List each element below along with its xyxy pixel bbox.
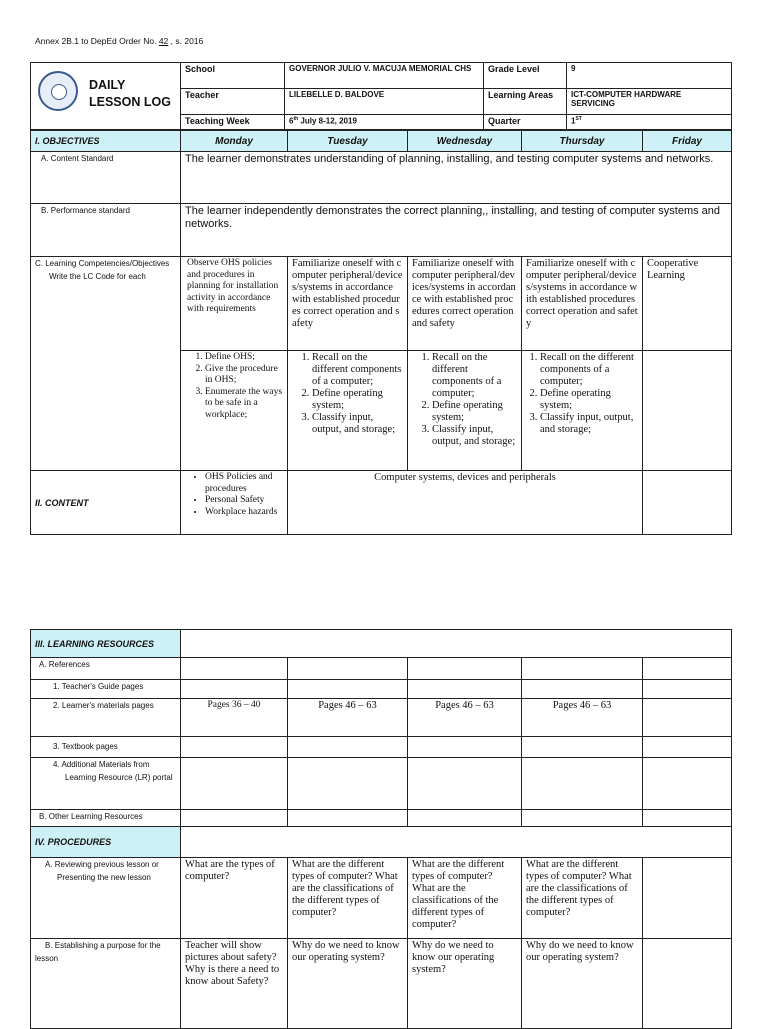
monday-content-list: [181, 471, 288, 535]
resources-header-blank: [181, 630, 732, 658]
objectives-table: [30, 130, 732, 535]
list-item: 2. Define operating system;: [432, 400, 517, 424]
thursday-objectives-list: [522, 351, 643, 471]
list-item: • Personal Safety: [205, 495, 283, 507]
list-item: 2. Define operating system;: [312, 388, 403, 412]
performance-standard-text: The learner independently demonstrates the correct planning,, installing, and testing of computer systems and networks.: [181, 204, 732, 257]
list-item: 1. Recall on the different components of a computer;: [312, 352, 403, 388]
day-thursday: Thursday: [522, 131, 643, 152]
friday-competency: Cooperative Learning: [643, 257, 732, 351]
tuesday-review: What are the different types of computer? What are the classifications of the different types of computer?: [288, 858, 408, 939]
tuesday-pages: Pages 46 – 63: [288, 699, 408, 737]
thursday-competency: Familiarize oneself with computer peripheral/devices/systems in accordance with established procedures correct operation and safety: [522, 257, 643, 351]
list-item: 1. Recall on the different components of a computer;: [540, 352, 638, 388]
content-standard-label: A. Content Standard: [31, 152, 181, 204]
procedures-header-blank: [181, 827, 732, 858]
thursday-pages: Pages 46 – 63: [522, 699, 643, 737]
wednesday-pages: Pages 46 – 63: [408, 699, 522, 737]
school-value: GOVERNOR JULIO V. MACUJA MEMORIAL CHS: [285, 63, 484, 89]
monday-objectives-list: [181, 351, 288, 471]
day-monday: Monday: [181, 131, 288, 152]
grade-label: Grade Level: [484, 63, 567, 89]
tuesday-objectives-list: [288, 351, 408, 471]
wednesday-purpose: Why do we need to know our operating system?: [408, 939, 522, 1029]
list-item: 3. Enumerate the ways to be safe in a workplace;: [205, 387, 283, 422]
wednesday-review: What are the different types of computer? What are the classifications of the different types of computer?: [408, 858, 522, 939]
list-item: 3. Classify input, output, and storage;: [432, 424, 517, 448]
tuesday-purpose: Why do we need to know our operating system?: [288, 939, 408, 1029]
day-wednesday: Wednesday: [408, 131, 522, 152]
list-item: 2. Give the procedure in OHS;: [205, 364, 283, 387]
friday-objectives-list: [643, 351, 732, 471]
friday-content: [643, 471, 732, 535]
procedures-section-title: IV. PROCEDURES: [31, 827, 181, 858]
header-table: [30, 62, 732, 130]
list-item: 3. Classify input, output, and storage;: [540, 412, 638, 436]
thursday-review: What are the different types of computer? What are the classifications of the different types of computer?: [522, 858, 643, 939]
thursday-purpose: Why do we need to know our operating system?: [522, 939, 643, 1029]
wednesday-competency: Familiarize oneself with computer peripheral/devices/systems in accordance with established procedures correct operation and safety: [408, 257, 522, 351]
reviewing-label: A. Reviewing previous lesson or Presenting the new lesson: [31, 858, 181, 939]
references-label: A. References: [31, 658, 181, 680]
header-logo-cell: [31, 63, 181, 130]
school-label: School: [181, 63, 285, 89]
deped-seal-icon: [38, 71, 78, 111]
content-section-title: II. CONTENT: [31, 471, 181, 535]
list-item: • OHS Policies and procedures: [205, 472, 283, 495]
quarter-label: Quarter: [484, 115, 567, 130]
teacher-value: LILEBELLE D. BALDOVE: [285, 89, 484, 115]
textbook-label: 3. Textbook pages: [31, 737, 181, 758]
purpose-label: B. Establishing a purpose for the lesson: [31, 939, 181, 1029]
learning-areas-label: Learning Areas: [484, 89, 567, 115]
wednesday-objectives-list: [408, 351, 522, 471]
learners-materials-label: 2. Learner's materials pages: [31, 699, 181, 737]
day-tuesday: Tuesday: [288, 131, 408, 152]
day-friday: Friday: [643, 131, 732, 152]
objectives-section-title: I. OBJECTIVES: [31, 131, 181, 152]
teacher-label: Teacher: [181, 89, 285, 115]
other-resources-label: B. Other Learning Resources: [31, 810, 181, 827]
performance-standard-label: B. Performance standard: [31, 204, 181, 257]
teachers-guide-label: 1. Teacher's Guide pages: [31, 680, 181, 699]
additional-materials-label: 4. Additional Materials from Learning Resource (LR) portal: [31, 758, 181, 810]
resources-section-title: III. LEARNING RESOURCES: [31, 630, 181, 658]
learning-areas-value: ICT-COMPUTER HARDWARE SERVICING: [567, 89, 732, 115]
competencies-label: C. Learning Competencies/Objectives Write the LC Code for each: [31, 257, 181, 471]
annex-reference: Annex 2B.1 to DepEd Order No. 42 , s. 2016: [35, 36, 204, 46]
monday-pages: Pages 36 – 40: [181, 699, 288, 737]
week-value: 6th July 8-12, 2019: [285, 115, 484, 130]
list-item: 3. Classify input, output, and storage;: [312, 412, 403, 436]
tuesday-competency: Familiarize oneself with computer peripheral/devices/systems in accordance with established procedures correct operation and safety: [288, 257, 408, 351]
page-title: DAILY LESSON LOG: [89, 78, 171, 109]
quarter-value: 1ST: [567, 115, 732, 130]
list-item: 2. Define operating system;: [540, 388, 638, 412]
monday-competency: Observe OHS policies and procedures in planning for installation activity in accordance with requirements: [181, 257, 288, 351]
content-text: Computer systems, devices and peripherals: [288, 471, 643, 535]
content-standard-text: The learner demonstrates understanding of planning, installing, and testing computer systems and networks.: [181, 152, 732, 204]
resources-table: [30, 629, 732, 1029]
list-item: • Workplace hazards: [205, 507, 283, 519]
list-item: 1. Recall on the different components of a computer;: [432, 352, 517, 400]
order-number: 42: [158, 36, 169, 46]
list-item: 1. Define OHS;: [205, 352, 283, 364]
grade-value: 9: [567, 63, 732, 89]
monday-purpose: Teacher will show pictures about safety? Why is there a need to know about Safety?: [181, 939, 288, 1029]
week-label: Teaching Week: [181, 115, 285, 130]
monday-review: What are the types of computer?: [181, 858, 288, 939]
